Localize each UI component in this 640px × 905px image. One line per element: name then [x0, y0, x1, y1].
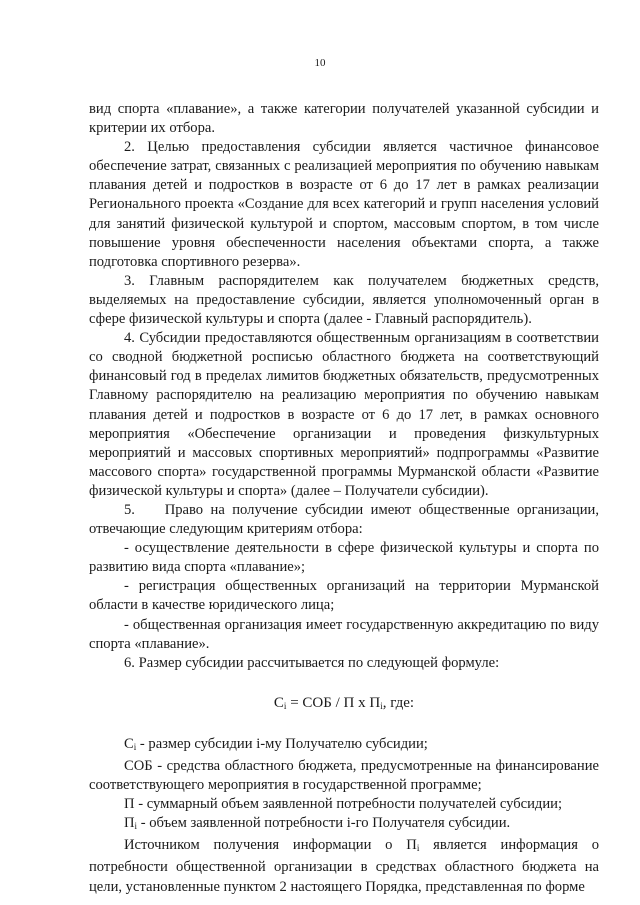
- formula-rhs-subscript: i: [380, 700, 383, 711]
- definition-symbol: C: [124, 735, 134, 752]
- paragraph-item-4: 4. Субсидии предоставляются общественным организациям в соответствии со сводной бюджетной росписью областного бюджета на соответствующий финансовый год в пределах лимитов бюджетных обязательств, предусмотренных Главному распорядителю на реализацию мероприятия по обучению навыкам плавания детей и подростков в возрасте от 6 до 17 лет, в рамках основного мероприятия «Обеспечение организации и проведения физкультурных мероприятий и массовых спортивных мероприятий» подпрограммы «Развитие массового спорта» государственной программы Мурманской области «Развитие физической культуры и спорта» (далее – Получатели субсидии).: [89, 330, 599, 499]
- definition-symbol: П: [124, 796, 135, 813]
- definition-text: - объем заявленной потребности i-го Получателя субсидии.: [137, 815, 511, 832]
- paragraph-item-5: 5. Право на получение субсидии имеют общественные организации, отвечающие следующим критериям отбора:: [89, 501, 603, 538]
- closing-subscript: i: [416, 843, 420, 854]
- definition-text: - размер субсидии i-му Получателю субсидии;: [136, 735, 428, 752]
- definition-subscript: i: [134, 821, 138, 832]
- subsidy-formula: [89, 694, 599, 716]
- formula-lhs: C: [273, 694, 284, 711]
- paragraph-item-3: 3. Главным распорядителем как получателем бюджетных средств, выделяемых на предоставление субсидии, является уполномоченный орган в сфере физической культуры и спорта (далее - Главный распорядитель).: [89, 272, 599, 328]
- definition-text: - суммарный объем заявленной потребности получателей субсидии;: [134, 796, 563, 813]
- formula-rhs: = СОБ / П х П: [286, 694, 381, 711]
- criterion-accreditation: - общественная организация имеет государственную аккредитацию по виду спорта «плавание».: [89, 616, 599, 652]
- formula-lhs-subscript: i: [283, 700, 287, 711]
- closing-text-after: является информация о потребности общественной организации в средствах областного бюджета на цели, установленные пунктом 2 настоящего Порядка, представленная по форме: [89, 837, 600, 895]
- definition-symbol: П: [124, 815, 135, 832]
- definition-subscript: i: [133, 741, 137, 752]
- paragraph-item-2: 2. Целью предоставления субсидии является частичное финансовое обеспечение затрат, связанных с реализацией мероприятия по обучению навыкам плавания детей и подростков в возрасте от 6 до 17 лет в рамках реализации Регионального проекта «Создание для всех категорий и групп населения условий для занятий физической культурой и спортом, массовым спортом, в том числе повышение уровня обеспеченности населения объектами спорта, а также подготовка спортивного резерва».: [89, 139, 599, 270]
- definition-sob: [89, 757, 599, 795]
- formula-tail: , где:: [382, 694, 415, 711]
- definition-ci: [89, 735, 599, 757]
- paragraph-continuation: вид спорта «плавание», а также категории получателей указанной субсидии и критерии их отбора.: [89, 101, 599, 137]
- criterion-registration: - регистрация общественных организаций на территории Мурманской области в качестве юридического лица;: [89, 578, 599, 614]
- criterion-activity: - осуществление деятельности в сфере физической культуры и спорта по развитию вида спорта «плавание»;: [89, 540, 599, 576]
- closing-text-before: Источником получения информации о П: [124, 837, 417, 854]
- definition-pi: [89, 814, 599, 836]
- definition-p: [89, 795, 599, 814]
- page-number: 10: [314, 57, 326, 69]
- paragraph-information-source: [89, 836, 599, 896]
- definition-text: - средства областного бюджета, предусмотренные на финансирование соответствующего мероприятия в государственной программе;: [89, 758, 599, 794]
- definition-symbol: СОБ: [124, 758, 153, 774]
- paragraph-item-6: 6. Размер субсидии рассчитывается по следующей формуле:: [124, 654, 500, 671]
- document-body: [89, 100, 603, 897]
